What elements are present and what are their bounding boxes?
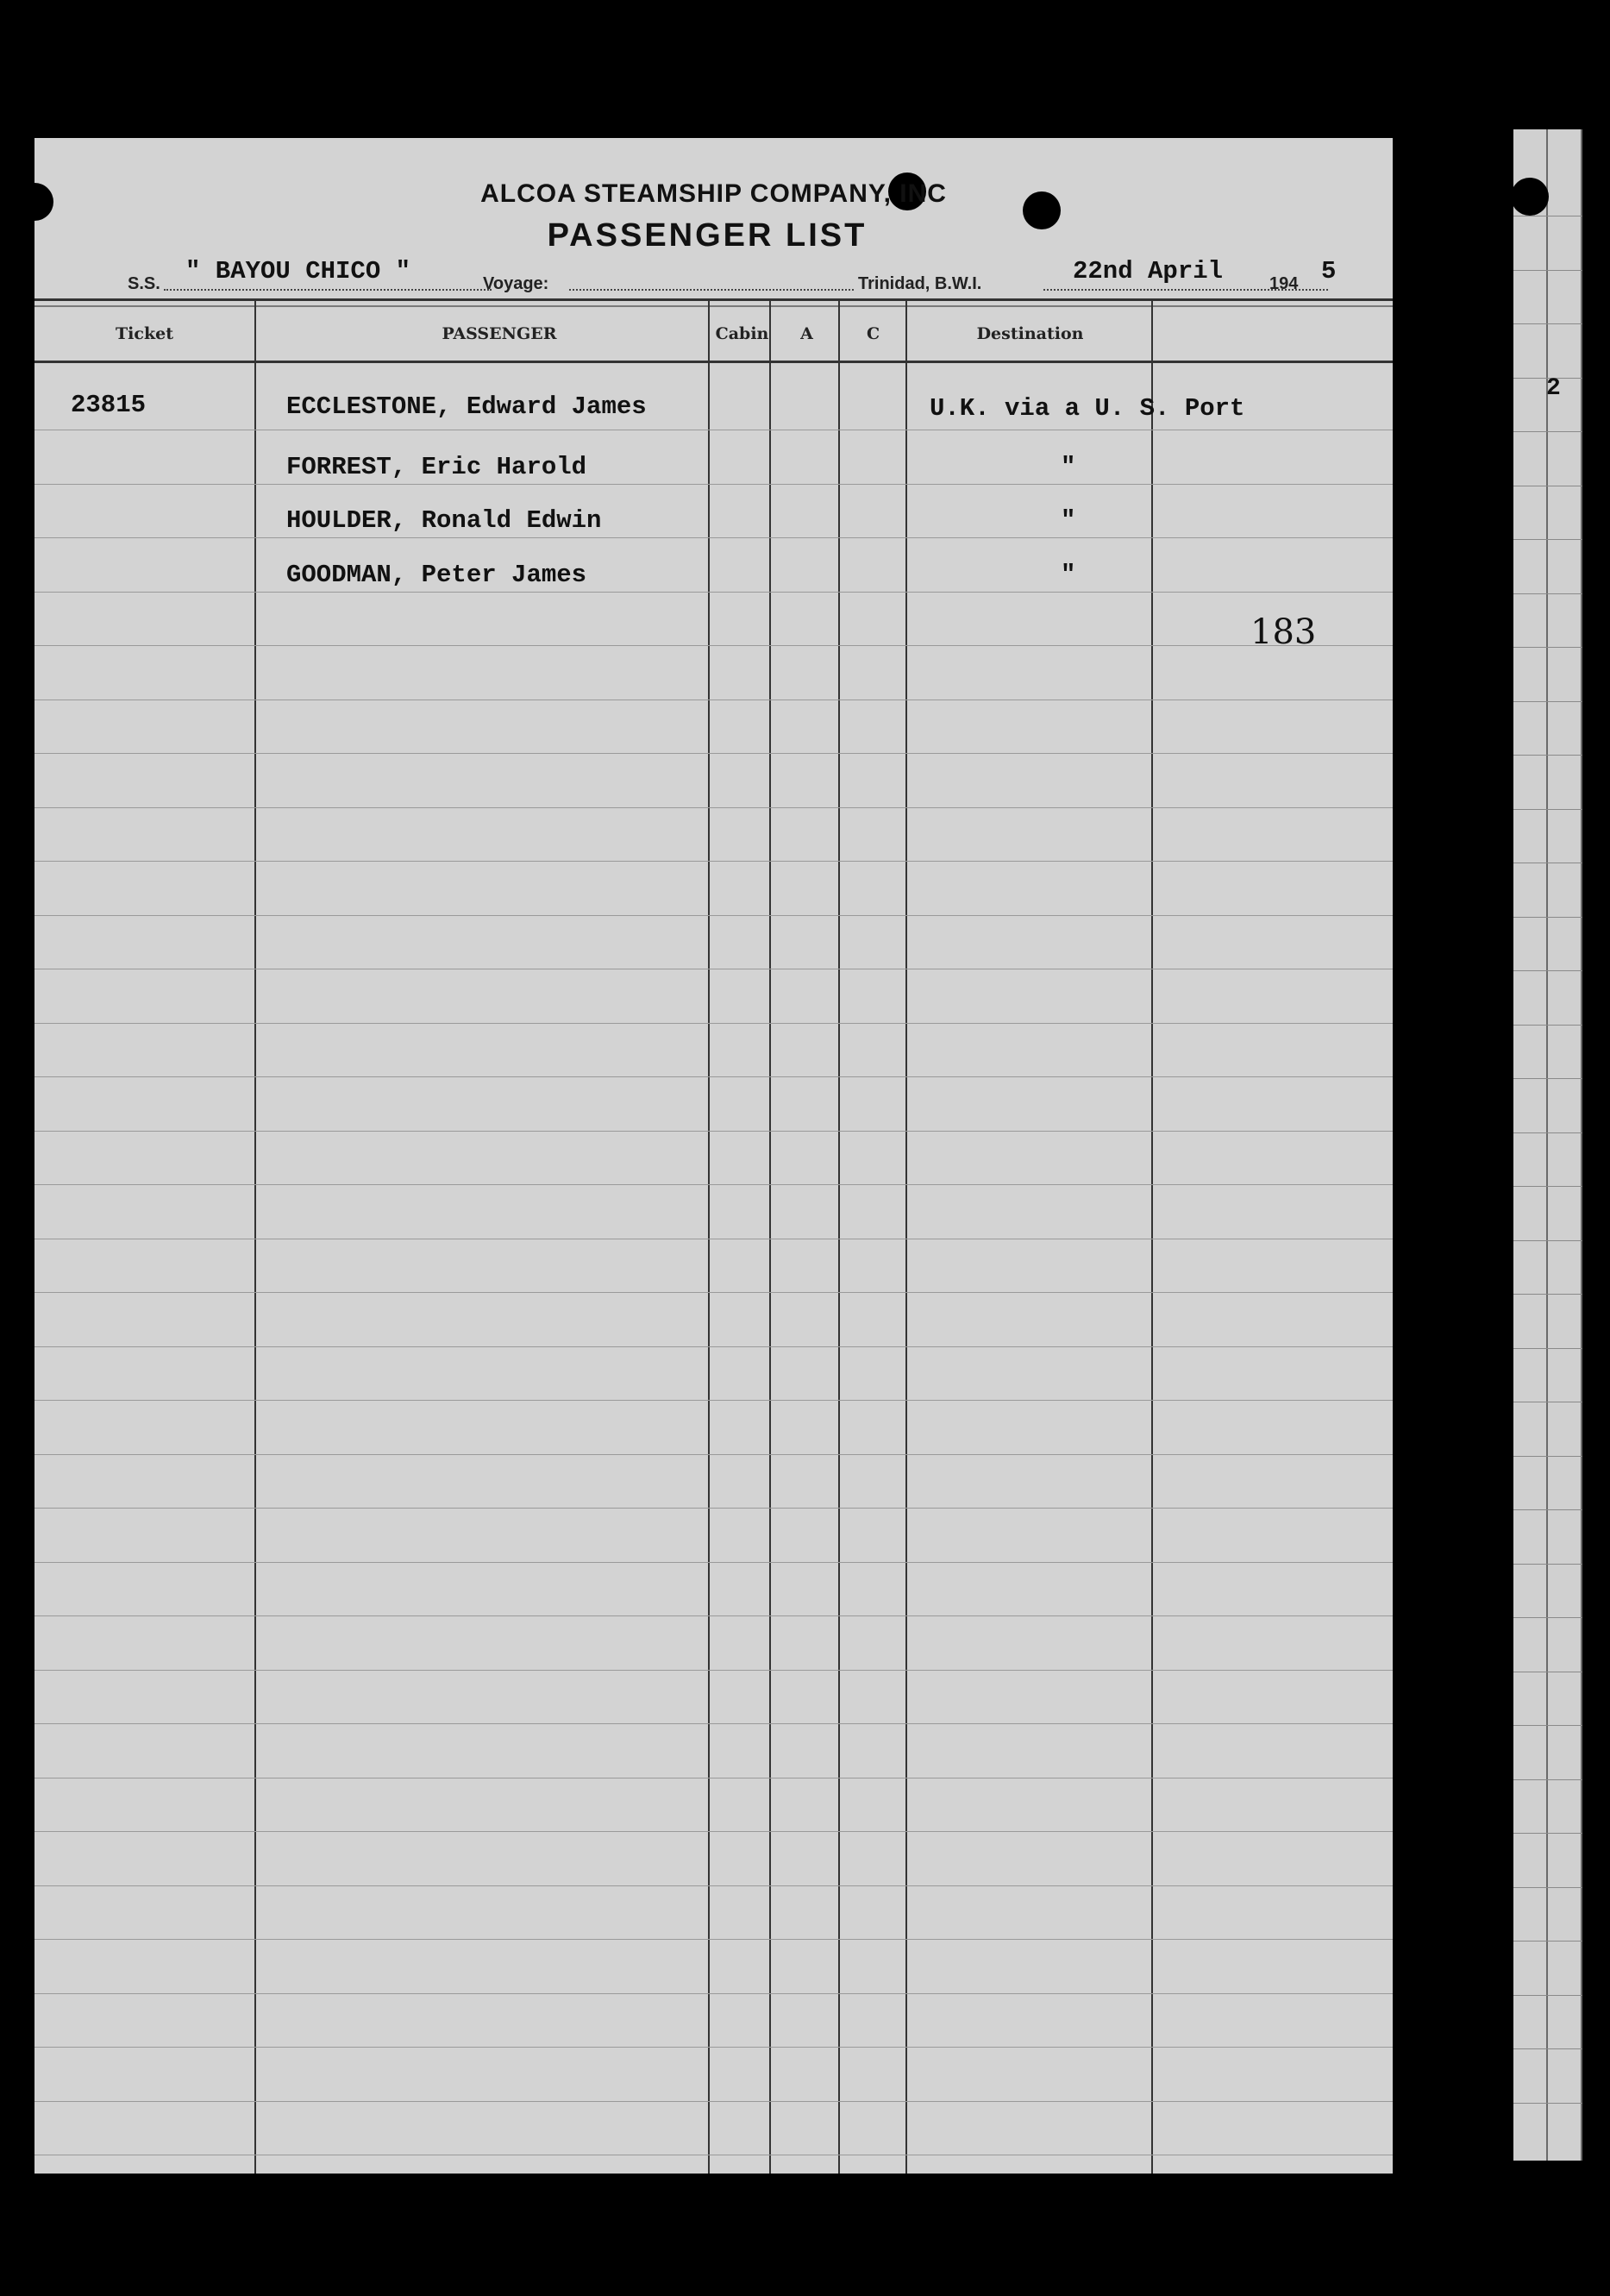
ruled-line: [34, 1076, 1393, 1077]
strip-ruled-line: [1513, 1564, 1582, 1565]
passenger-name: HOULDER, Ronald Edwin: [286, 506, 602, 535]
strip-ruled-line: [1513, 970, 1582, 971]
strip-ruled-line: [1513, 917, 1582, 918]
ruled-line: [34, 1023, 1393, 1024]
strip-ruled-line: [1513, 1941, 1582, 1942]
document-title: PASSENGER LIST: [547, 217, 868, 254]
destination: U.K. via a U. S. Port: [930, 394, 1245, 423]
strip-ruled-line: [1513, 1725, 1582, 1726]
ruled-line: [34, 1670, 1393, 1671]
strip-ruled-line: [1513, 1887, 1582, 1888]
ship-name: " BAYOU CHICO ": [185, 257, 411, 285]
voyage-date: 22nd April: [1073, 257, 1224, 285]
ruled-line: [34, 1184, 1393, 1185]
strip-ruled-line: [1513, 809, 1582, 810]
ruled-line: [34, 1131, 1393, 1132]
strip-ruled-line: [1513, 2048, 1582, 2049]
strip-ruled-line: [1513, 593, 1582, 594]
strip-fragment-text: 2: [1546, 375, 1561, 402]
strip-ruled-line: [1513, 1779, 1582, 1780]
adjacent-page-strip: [1513, 129, 1582, 2161]
ruled-line: [34, 1346, 1393, 1347]
ruled-line: [34, 537, 1393, 538]
ruled-line: [34, 1400, 1393, 1401]
year-prefix: 194: [1269, 274, 1299, 293]
column-header-passenger: PASSENGER: [442, 324, 557, 343]
port-label: Trinidad, B.W.I.: [858, 274, 982, 293]
ruled-line: [34, 1723, 1393, 1724]
column-header-ticket: Ticket: [116, 324, 173, 343]
voyage-label: Voyage:: [483, 274, 549, 293]
strip-ruled-line: [1513, 431, 1582, 432]
passenger-name: ECCLESTONE, Edward James: [286, 392, 647, 421]
ruled-line: [34, 1615, 1393, 1616]
ticket-number: 23815: [71, 391, 147, 419]
ruled-line: [34, 1885, 1393, 1886]
destination-ditto: ": [1061, 506, 1076, 535]
strip-ruled-line: [1513, 1294, 1582, 1295]
strip-ruled-line: [1513, 1025, 1582, 1026]
ruled-line: [34, 1508, 1393, 1509]
ruled-line: [34, 1454, 1393, 1455]
ruled-line: [34, 1939, 1393, 1940]
destination-ditto: ": [1061, 453, 1076, 481]
passenger-list-sheet: [34, 138, 1393, 2174]
strip-ruled-line: [1513, 1617, 1582, 1618]
strip-ruled-line: [1513, 1995, 1582, 1996]
ruled-line: [34, 2101, 1393, 2102]
strip-ruled-line: [1513, 323, 1582, 324]
ruled-line: [34, 2047, 1393, 2048]
strip-ruled-line: [1513, 1132, 1582, 1133]
strip-ruled-line: [1513, 539, 1582, 540]
strip-ruled-line: [1513, 1456, 1582, 1457]
ruled-line: [34, 1993, 1393, 1994]
ruled-line: [34, 807, 1393, 808]
ruled-line: [34, 861, 1393, 862]
page-number: 183: [1250, 612, 1317, 652]
passenger-name: FORREST, Eric Harold: [286, 453, 587, 481]
ruled-line: [34, 484, 1393, 485]
strip-ruled-line: [1513, 270, 1582, 271]
strip-ruled-line: [1513, 1078, 1582, 1079]
destination-ditto: ": [1061, 561, 1076, 589]
company-name: ALCOA STEAMSHIP COMPANY, INC: [480, 179, 947, 208]
ruled-line: [34, 1292, 1393, 1293]
column-header-c: C: [866, 324, 880, 343]
ruled-line: [34, 915, 1393, 916]
ruled-line: [34, 753, 1393, 754]
ruled-line: [34, 645, 1393, 646]
strip-ruled-line: [1513, 1509, 1582, 1510]
ruled-line: [34, 592, 1393, 593]
strip-ruled-line: [1513, 1833, 1582, 1834]
strip-ruled-line: [1513, 755, 1582, 756]
passenger-name: GOODMAN, Peter James: [286, 561, 587, 589]
strip-ruled-line: [1513, 1348, 1582, 1349]
ruled-line: [34, 1831, 1393, 1832]
ss-label: S.S.: [128, 274, 160, 293]
column-header-cabin: Cabin: [715, 324, 769, 343]
strip-ruled-line: [1513, 1186, 1582, 1187]
punch-hole-strip: [1511, 178, 1549, 216]
year-suffix: 5: [1321, 257, 1337, 285]
column-header-destination: Destination: [976, 324, 1084, 343]
column-header-a: A: [800, 324, 813, 343]
strip-ruled-line: [1513, 701, 1582, 702]
ruled-line: [34, 699, 1393, 700]
ruled-line: [34, 1562, 1393, 1563]
strip-ruled-line: [1513, 2103, 1582, 2104]
strip-ruled-line: [1513, 647, 1582, 648]
strip-ruled-line: [1513, 1240, 1582, 1241]
